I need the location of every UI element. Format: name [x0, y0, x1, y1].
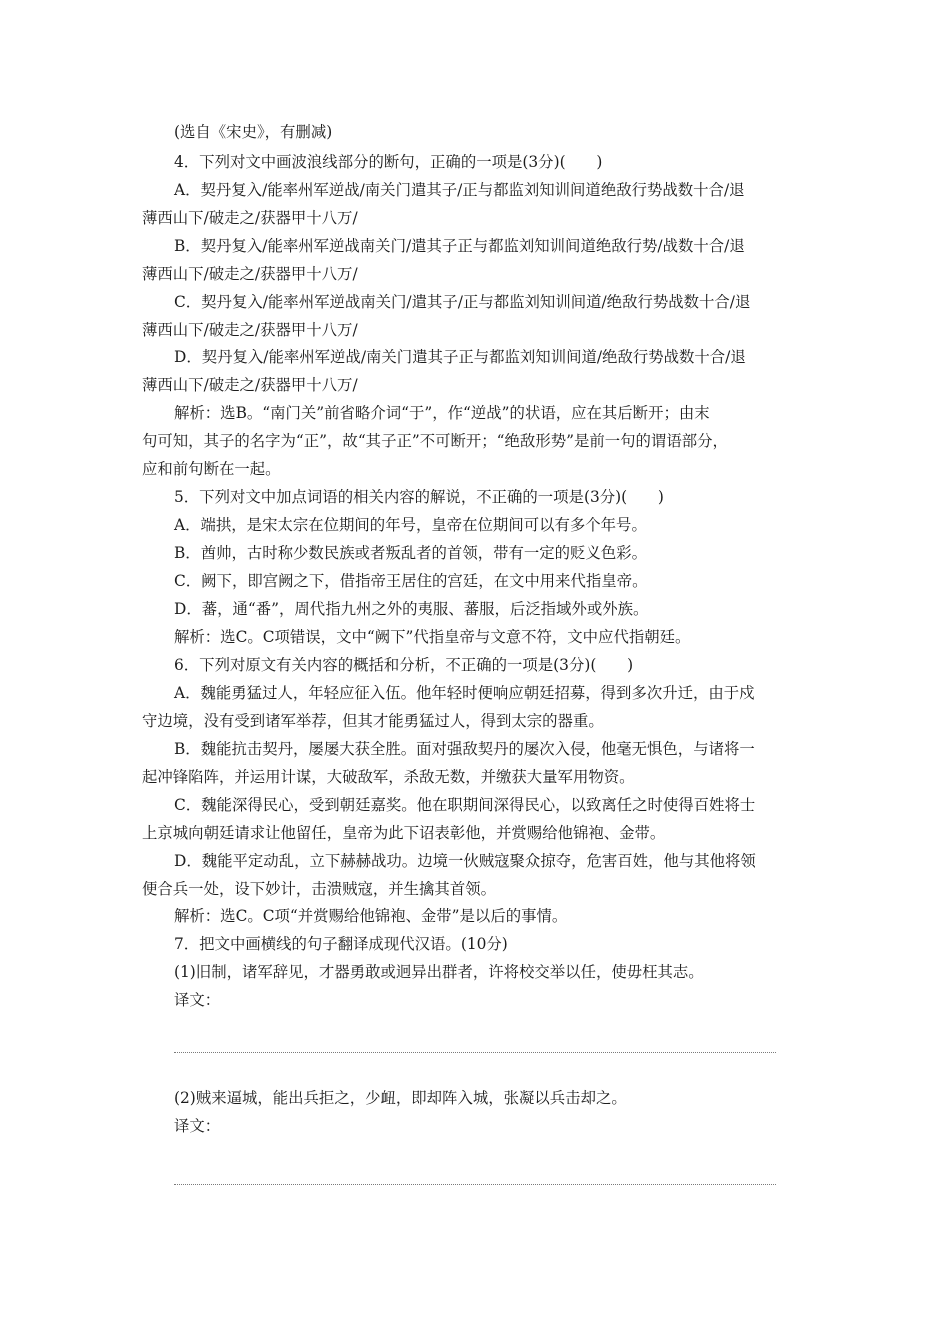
q7-answer-line-1	[174, 1052, 776, 1053]
q5-option-b: B．酋帅，古时称少数民族或者叛乱者的首领，带有一定的贬义色彩。	[174, 544, 648, 562]
q7-translation-label-1: 译文：	[174, 991, 221, 1009]
q5-option-c: C．阙下，即宫阙之下，借指帝王居住的宫廷，在文中用来代指皇帝。	[174, 572, 648, 590]
q6-option-a-cont: 守边境，没有受到诸军举荐，但其才能勇猛过人，得到太宗的器重。	[142, 712, 604, 730]
q4-analysis-cont-1: 句可知，其子的名字为“正”，故“其子正”不可断开；“绝敌形势”是前一句的谓语部分，	[142, 432, 728, 450]
q4-option-a-cont: 薄西山下/破走之/获器甲十八万/	[142, 209, 358, 227]
q6-analysis: 解析：选C。C项“并赏赐给他锦袍、金带”是以后的事情。	[174, 907, 568, 925]
q4-option-d-cont: 薄西山下/破走之/获器甲十八万/	[142, 376, 358, 394]
q7-answer-line-2	[174, 1184, 776, 1185]
q4-stem: 4．下列对文中画波浪线部分的断句，正确的一项是(3分)( )	[174, 153, 603, 171]
q6-option-d-cont: 便合兵一处，设下妙计，击溃贼寇，并生擒其首领。	[142, 880, 496, 898]
q6-option-c: C．魏能深得民心，受到朝廷嘉奖。他在职期间深得民心，以致离任之时使得百姓将士	[174, 796, 756, 814]
q7-sentence-1: (1)旧制，诸军辞见，才器勇敢或迥异出群者，许将校交举以任，使毋枉其志。	[174, 963, 704, 981]
q4-option-c-cont: 薄西山下/破走之/获器甲十八万/	[142, 321, 358, 339]
q7-stem: 7．把文中画横线的句子翻译成现代汉语。(10分)	[174, 935, 508, 953]
q4-option-c: C．契丹复入/能率州军逆战南关门/遣其子/正与都监刘知训间道/绝敌行势战数十合/退	[174, 293, 751, 311]
q5-analysis: 解析：选C。C项错误，文中“阙下”代指皇帝与文意不符，文中应代指朝廷。	[174, 628, 691, 646]
q4-option-a: A．契丹复入/能率州军逆战/南关门遣其子/正与都监刘知训间道绝敌行势战数十合/退	[174, 181, 745, 199]
q5-option-a: A．端拱，是宋太宗在位期间的年号，皇帝在位期间可以有多个年号。	[174, 516, 647, 534]
q5-stem: 5．下列对文中加点词语的相关内容的解说，不正确的一项是(3分)( )	[174, 488, 664, 506]
q6-option-b-cont: 起冲锋陷阵，并运用计谋，大破敌军，杀敌无数，并缴获大量军用物资。	[142, 768, 635, 786]
q4-option-d: D．契丹复入/能率州军逆战/南关门遣其子正与都监刘知训间道/绝敌行势战数十合/退	[174, 348, 746, 366]
q7-sentence-2: (2)贼来逼城，能出兵拒之，少衄，即却阵入城，张凝以兵击却之。	[174, 1089, 627, 1107]
q4-analysis: 解析：选B。“南门关”前省略介词“于”，作“逆战”的状语，应在其后断开；由末	[174, 404, 710, 422]
q4-analysis-cont-2: 应和前句断在一起。	[142, 460, 281, 478]
q6-option-b: B．魏能抗击契丹，屡屡大获全胜。面对强敌契丹的屡次入侵，他毫无惧色，与诸将一	[174, 740, 755, 758]
q6-option-d: D．魏能平定动乱，立下赫赫战功。边境一伙贼寇聚众掠夺，危害百姓，他与其他将领	[174, 852, 756, 870]
q6-option-c-cont: 上京城向朝廷请求让他留任，皇帝为此下诏表彰他，并赏赐给他锦袍、金带。	[142, 824, 666, 842]
q7-translation-label-2: 译文：	[174, 1117, 221, 1135]
q6-option-a: A．魏能勇猛过人，年轻应征入伍。他年轻时便响应朝廷招募，得到多次升迁，由于戍	[174, 684, 755, 702]
source-note: (选自《宋史》，有删减)	[174, 123, 333, 141]
q6-stem: 6．下列对原文有关内容的概括和分析，不正确的一项是(3分)( )	[174, 656, 634, 674]
q5-option-d: D．蕃，通“番”，周代指九州之外的夷服、蕃服，后泛指域外或外族。	[174, 600, 649, 618]
q4-option-b: B．契丹复入/能率州军逆战南关门/遣其子正与都监刘知训间道绝敌行势/战数十合/退	[174, 237, 745, 255]
q4-option-b-cont: 薄西山下/破走之/获器甲十八万/	[142, 265, 358, 283]
